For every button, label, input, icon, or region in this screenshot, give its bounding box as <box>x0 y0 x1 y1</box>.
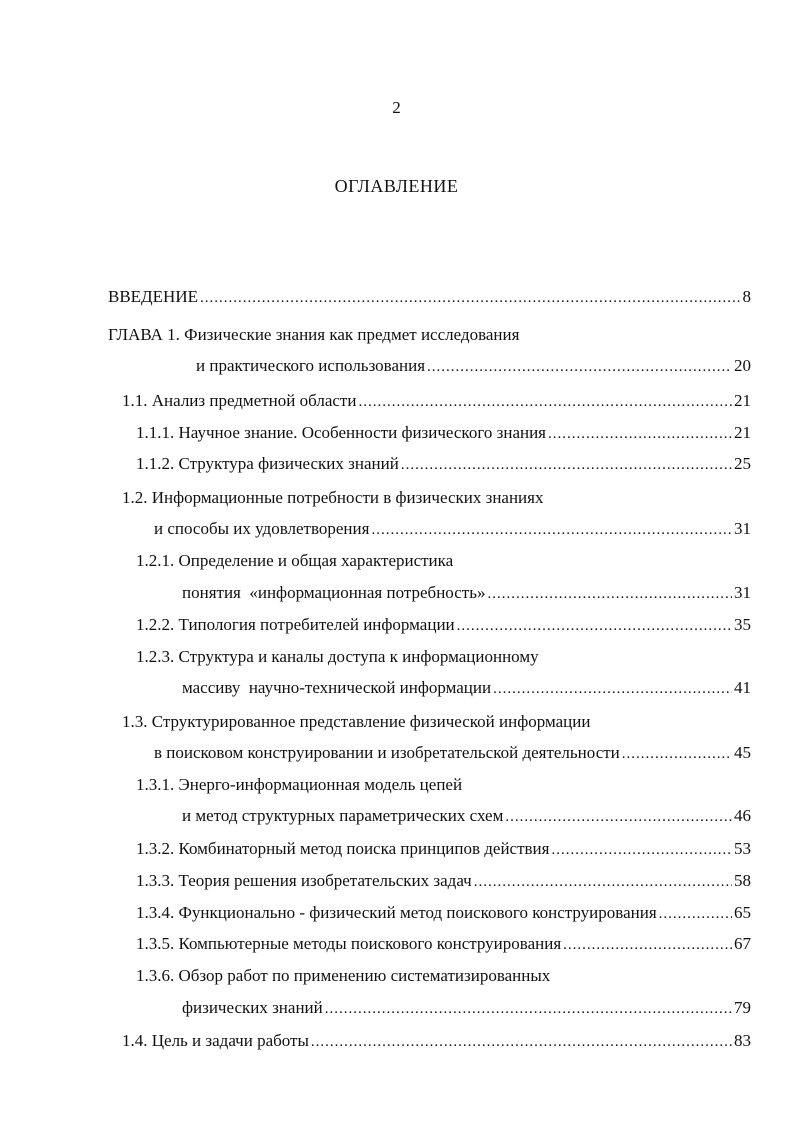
toc-entry-page: 31 <box>734 583 751 602</box>
toc-entry-text: 1.2.2. Типология потребителей информации <box>136 615 455 634</box>
toc-entry-1-1-1 <box>136 423 751 444</box>
toc-entry-1-4 <box>122 1031 751 1052</box>
toc-entry-text: 1.3.3. Теория решения изобретательских задач <box>136 871 472 890</box>
toc-leader-dots <box>505 807 732 827</box>
toc-entry-1-3-1-line-2 <box>182 806 751 827</box>
toc-entry-text: 1.1.1. Научное знание. Особенности физического знания <box>136 423 547 442</box>
toc-entry-page: 53 <box>734 839 751 858</box>
toc-entry-page: 25 <box>734 454 751 473</box>
toc-entry-1-3-6-line-1 <box>136 966 550 986</box>
toc-entry-text: и способы их удовлетворения <box>154 519 370 538</box>
toc-entry-text: 1.3.4. Функционально - физический метод поискового конструирования <box>136 903 657 922</box>
toc-entry-text: 1.2.3. Структура и каналы доступа к информационному <box>136 647 539 666</box>
toc-leader-dots <box>371 520 732 540</box>
toc-entry-page: 83 <box>734 1031 751 1050</box>
toc-entry-1-3-3 <box>136 871 751 892</box>
toc-entry-1-3-2 <box>136 839 751 860</box>
toc-entry-text: 1.3.6. Обзор работ по применению систематизированных <box>136 966 551 985</box>
toc-entry-page: 41 <box>734 678 751 697</box>
toc-leader-dots <box>551 840 732 860</box>
toc-entry-page: 31 <box>734 519 751 538</box>
toc-leader-dots <box>659 904 732 924</box>
toc-entry-text: ГЛАВА 1. Физические знания как предмет исследования <box>108 325 520 344</box>
toc-entry-text: 1.3.1. Энерго-информационная модель цепей <box>136 775 463 794</box>
toc-entry-page: 8 <box>742 287 751 306</box>
toc-entry-page: 21 <box>734 391 751 410</box>
toc-entry-1-3-line-1 <box>122 712 590 732</box>
toc-entry-text: в поисковом конструировании и изобретательской деятельности <box>154 743 620 762</box>
toc-entry-text: массиву научно-технической информации <box>182 678 492 697</box>
toc-entry-intro <box>108 287 751 308</box>
toc-leader-dots <box>474 872 732 892</box>
toc-leader-dots <box>622 744 732 764</box>
toc-leader-dots <box>563 935 732 955</box>
toc-entry-1-2-line-1 <box>122 488 543 508</box>
toc-entry-text: 1.3.2. Комбинаторный метод поиска принципов действия <box>136 839 550 858</box>
toc-entry-text: 1.2.1. Определение и общая характеристика <box>136 551 454 570</box>
toc-entry-1-1-2 <box>136 454 751 475</box>
toc-leader-dots <box>457 616 732 636</box>
toc-leader-dots <box>493 679 732 699</box>
toc-entry-text: 1.1. Анализ предметной области <box>122 391 357 410</box>
toc-entry-1-3-5 <box>136 934 751 955</box>
toc-leader-dots <box>325 999 732 1019</box>
toc-entry-page: 21 <box>734 423 751 442</box>
toc-entry-page: 79 <box>734 998 751 1017</box>
toc-entry-page: 67 <box>734 934 751 953</box>
toc-entry-text: ВВЕДЕНИЕ <box>108 287 198 306</box>
toc-entry-text: 1.1.2. Структура физических знаний <box>136 454 399 473</box>
toc-entry-text: 1.3.5. Компьютерные методы поискового конструирования <box>136 934 562 953</box>
toc-entry-1-2-3-line-2 <box>182 678 751 699</box>
toc-entry-1-3-4 <box>136 903 751 924</box>
toc-leader-dots <box>427 357 732 377</box>
toc-entry-text: 1.2. Информационные потребности в физических знаниях <box>122 488 544 507</box>
toc-leader-dots <box>401 455 732 475</box>
toc-entry-1-1 <box>122 391 751 412</box>
toc-entry-1-3-1-line-1 <box>136 775 462 795</box>
toc-entry-1-2-1-line-1 <box>136 551 453 571</box>
toc-entry-chapter-1-line-1 <box>108 325 519 345</box>
toc-leader-dots <box>358 392 732 412</box>
page-title: ОГЛАВЛЕНИЕ <box>334 176 459 196</box>
toc-entry-chapter-1-line-2 <box>196 356 751 377</box>
toc-entry-1-2-3-line-1 <box>136 647 539 667</box>
toc-leader-dots <box>548 424 732 444</box>
toc-entry-page: 58 <box>734 871 751 890</box>
toc-entry-1-2-line-2 <box>154 519 751 540</box>
toc-entry-text: и метод структурных параметрических схем <box>182 806 504 825</box>
toc-entry-text: физических знаний <box>182 998 323 1017</box>
toc-leader-dots <box>311 1032 732 1052</box>
toc-entry-page: 65 <box>734 903 751 922</box>
toc-entry-1-3-line-2 <box>154 743 751 764</box>
toc-entry-text: понятия «информационная потребность» <box>182 583 486 602</box>
toc-leader-dots <box>200 288 741 308</box>
toc-entry-page: 45 <box>734 743 751 762</box>
toc-entry-text: и практического использования <box>196 356 426 375</box>
toc-entry-1-2-1-line-2 <box>182 583 751 604</box>
toc-entry-page: 35 <box>734 615 751 634</box>
toc-entry-page: 20 <box>734 356 751 375</box>
toc-leader-dots <box>487 584 732 604</box>
toc-entry-1-3-6-line-2 <box>182 998 751 1019</box>
toc-entry-1-2-2 <box>136 615 751 636</box>
toc-entry-text: 1.4. Цель и задачи работы <box>122 1031 309 1050</box>
toc-entry-page: 46 <box>734 806 751 825</box>
page-number: 2 <box>392 98 401 117</box>
toc-entry-text: 1.3. Структурированное представление физической информации <box>122 712 591 731</box>
